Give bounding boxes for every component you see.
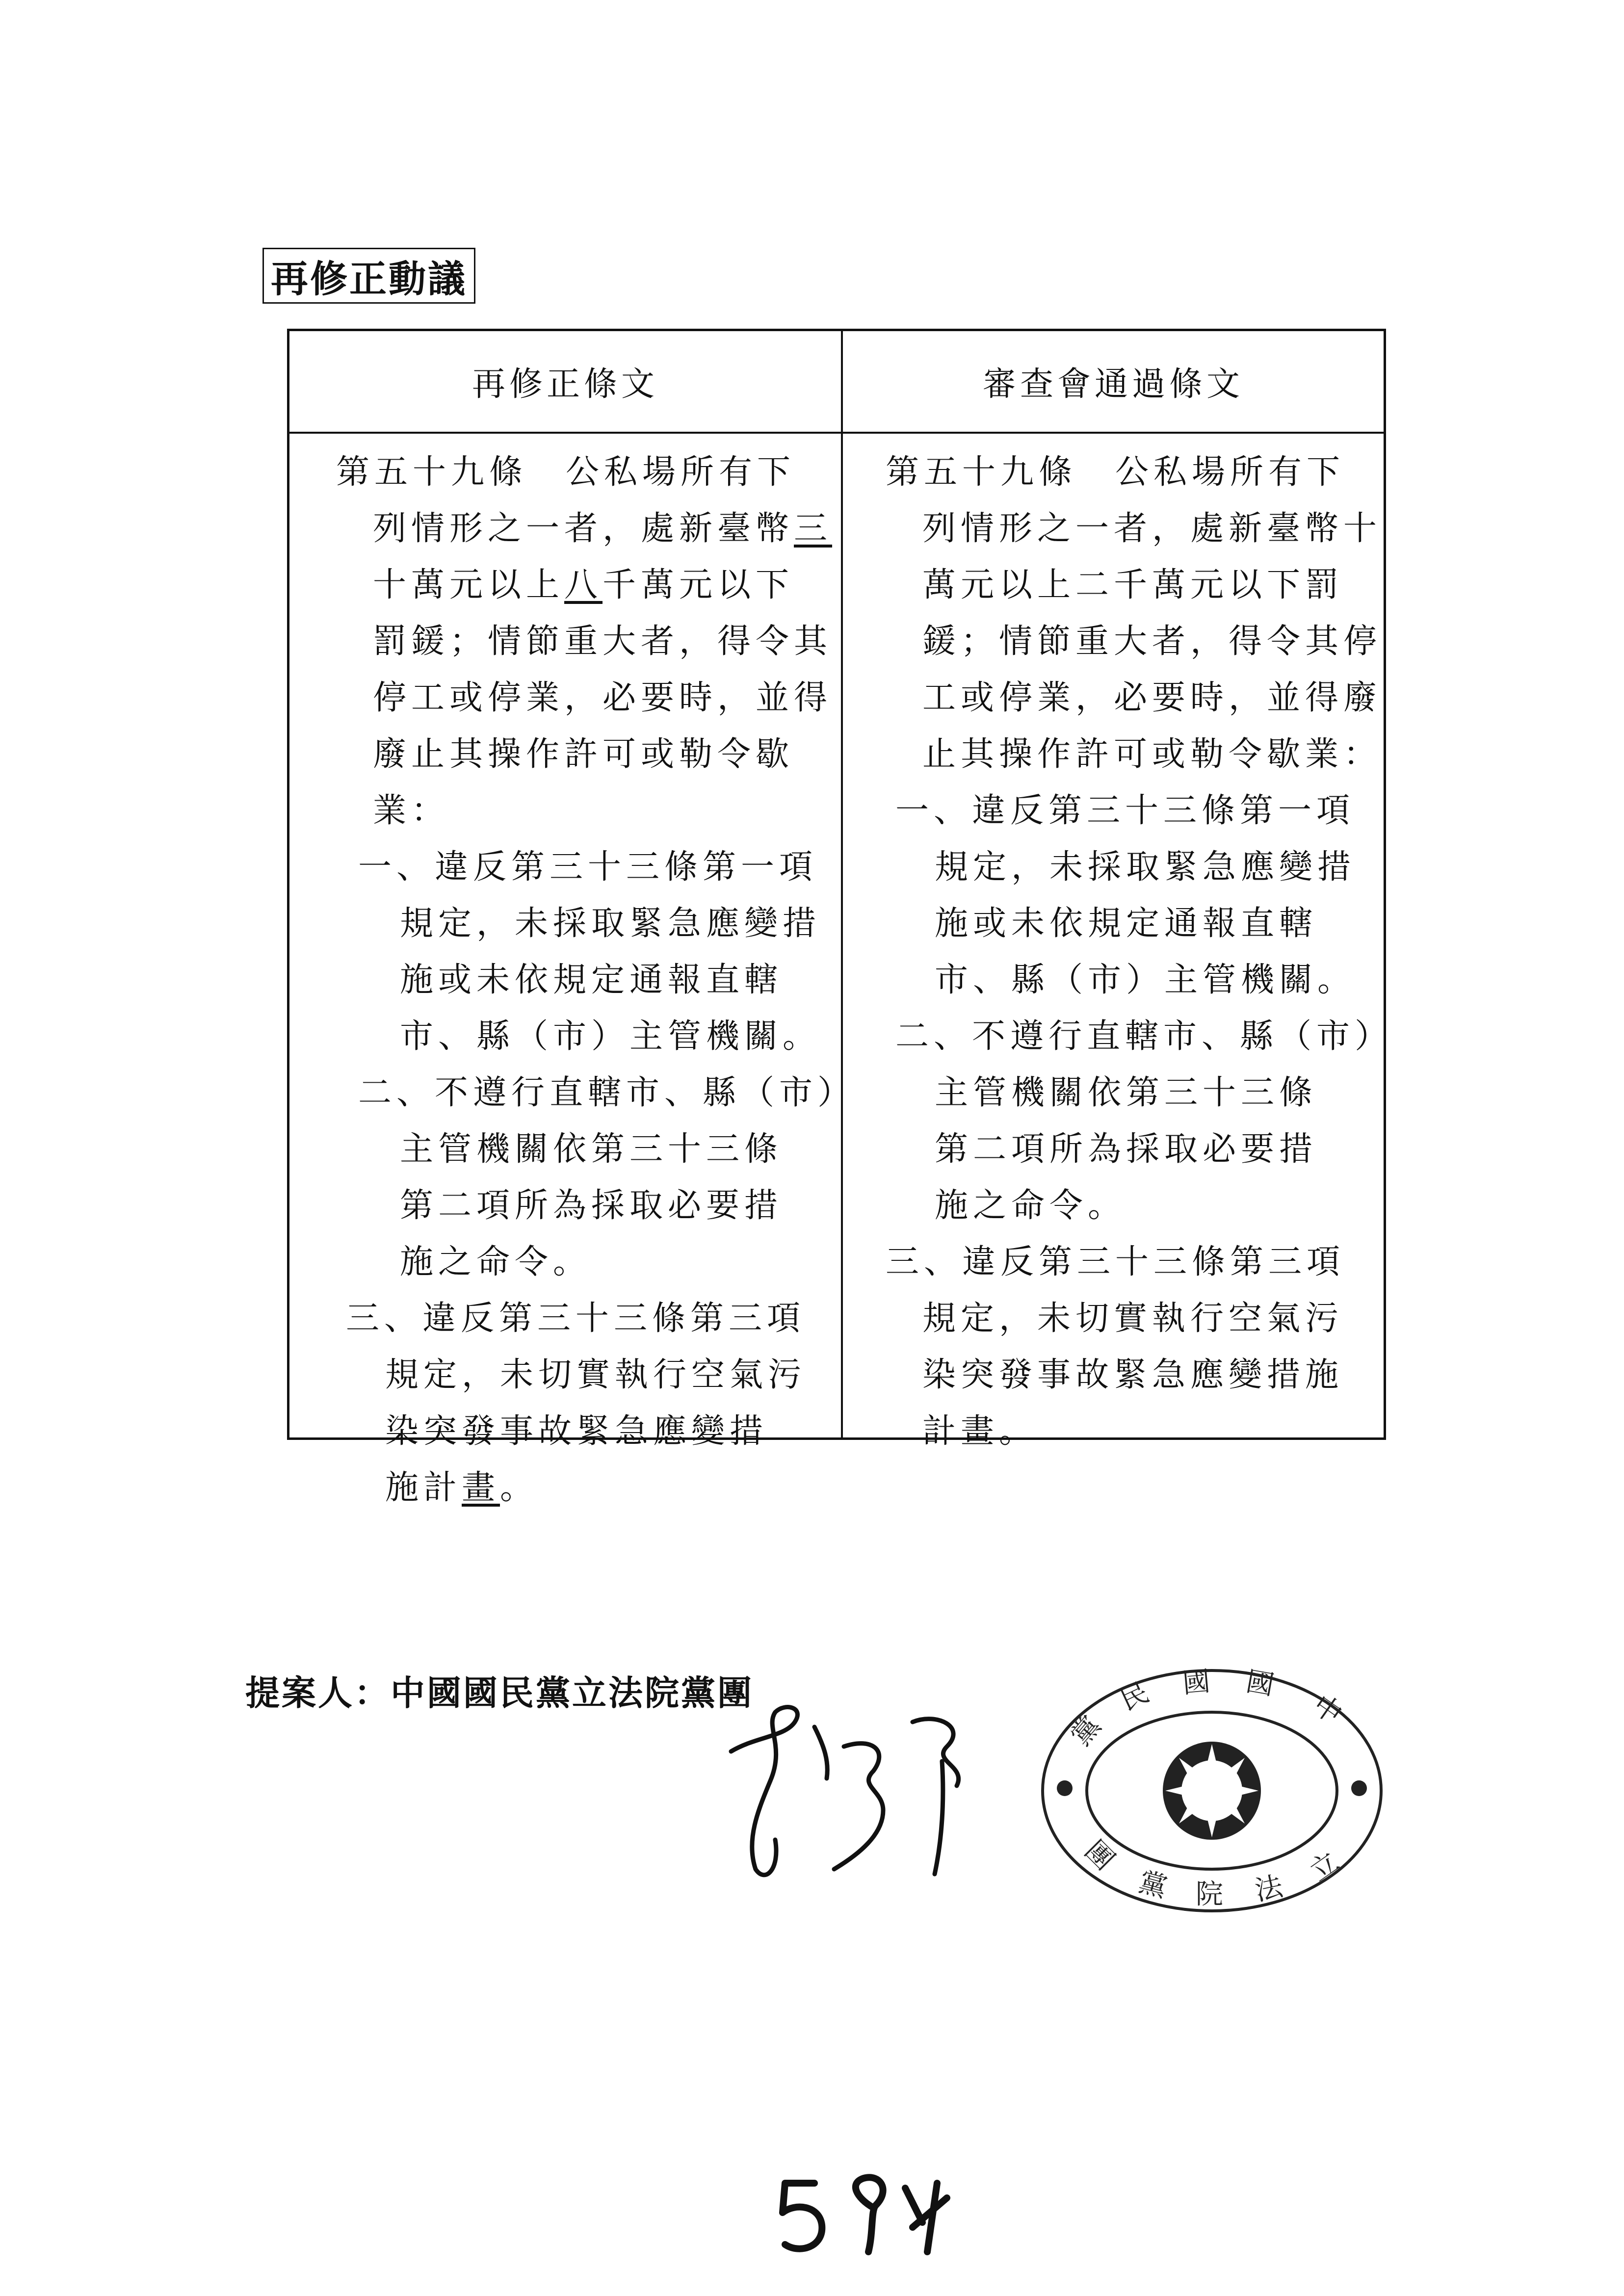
committee-article-text xyxy=(886,444,1393,1460)
svg-text:中: 中 xyxy=(1307,1689,1348,1731)
svg-text:立: 立 xyxy=(1304,1846,1345,1888)
text-line xyxy=(336,1460,856,1516)
handwritten-signature xyxy=(711,1693,996,1899)
text-segment: 十萬元以上 xyxy=(373,566,565,604)
text-line xyxy=(336,500,856,557)
text-line: 施或未依規定通報直轄 xyxy=(400,961,783,999)
text-line: 市、縣（市）主管機關。 xyxy=(935,961,1356,999)
handwritten-page-number xyxy=(775,2164,962,2262)
party-seal xyxy=(1035,1663,1388,1918)
svg-text:團: 團 xyxy=(1078,1834,1121,1877)
text-line: 規定，未採取緊急應變措 xyxy=(400,904,821,943)
header-revised-article: 再修正條文 xyxy=(471,365,658,404)
comparison-table xyxy=(287,329,1393,1507)
text-line: 市、縣（市）主管機關。 xyxy=(400,1017,821,1056)
svg-text:黨: 黨 xyxy=(1065,1710,1107,1752)
header-committee-article: 審查會通過條文 xyxy=(982,365,1244,404)
amended-amount: 三 xyxy=(794,509,833,548)
text-line: 第二項所為採取必要措 xyxy=(935,1130,1318,1169)
text-line: 一、違反第三十三條第一項 xyxy=(895,791,1355,830)
text-line: 規定，未切實執行空氣污 xyxy=(385,1356,807,1394)
text-line: 萬元以上二千萬元以下罰 xyxy=(922,566,1344,604)
svg-text:院: 院 xyxy=(1196,1879,1223,1910)
text-line: 三、違反第三十三條第三項 xyxy=(886,1243,1345,1281)
svg-text:國: 國 xyxy=(1181,1665,1212,1700)
amended-amount: 八 xyxy=(564,566,603,604)
text-line: 一、違反第三十三條第一項 xyxy=(358,848,818,887)
text-line: 計畫。 xyxy=(922,1412,1038,1451)
revised-article-text xyxy=(336,444,856,1516)
text-line: 二、不遵行直轄市、縣（市） xyxy=(358,1073,856,1112)
text-line: 列情形之一者，處新臺幣十 xyxy=(922,509,1382,548)
proposer-line: 提案人：中國國民黨立法院黨團 xyxy=(245,1673,754,1713)
text-line: 鍰；情節重大者，得令其停 xyxy=(922,622,1382,661)
text-line: 主管機關依第三十三條 xyxy=(400,1130,783,1169)
text-line: 第二項所為採取必要措 xyxy=(400,1186,783,1225)
text-segment: 施計 xyxy=(385,1468,462,1507)
text-line: 三、違反第三十三條第三項 xyxy=(346,1299,806,1338)
text-line: 廢止其操作許可或勒令歇 xyxy=(373,735,794,774)
text-line: 工或停業，必要時，並得廢 xyxy=(922,678,1382,717)
text-line xyxy=(336,557,856,613)
svg-text:法: 法 xyxy=(1252,1870,1286,1907)
text-segment: 列情形之一者，處新臺幣 xyxy=(373,509,794,548)
text-line: 染突發事故緊急應變措 xyxy=(385,1412,768,1451)
text-line: 第五十九條 公私場所有下 xyxy=(886,453,1345,492)
text-segment: 。 xyxy=(500,1468,539,1507)
text-line: 第五十九條 公私場所有下 xyxy=(336,453,796,492)
text-line: 規定，未採取緊急應變措 xyxy=(935,848,1356,887)
text-line: 止其操作許可或勒令歇業： xyxy=(922,735,1382,774)
text-line: 二、不遵行直轄市、縣（市） xyxy=(895,1017,1393,1056)
text-line: 業： xyxy=(373,791,450,830)
text-line: 施或未依規定通報直轄 xyxy=(935,904,1318,943)
svg-text:黨: 黨 xyxy=(1135,1866,1171,1904)
amended-word: 畫 xyxy=(462,1468,500,1507)
text-line: 主管機關依第三十三條 xyxy=(935,1073,1318,1112)
text-line: 罰鍰；情節重大者，得令其 xyxy=(373,622,833,661)
svg-text:民: 民 xyxy=(1115,1676,1154,1717)
text-line: 停工或停業，必要時，並得 xyxy=(373,678,833,717)
document-title: 再修正動議 xyxy=(262,248,475,304)
svg-text:國: 國 xyxy=(1243,1665,1277,1702)
text-line: 施之命令。 xyxy=(935,1186,1126,1225)
text-line: 施之命令。 xyxy=(400,1243,592,1281)
text-line: 規定，未切實執行空氣污 xyxy=(922,1299,1344,1338)
header-divider xyxy=(289,432,1384,434)
text-line: 染突發事故緊急應變措施 xyxy=(922,1356,1344,1394)
text-segment: 千萬元以下 xyxy=(602,566,794,604)
